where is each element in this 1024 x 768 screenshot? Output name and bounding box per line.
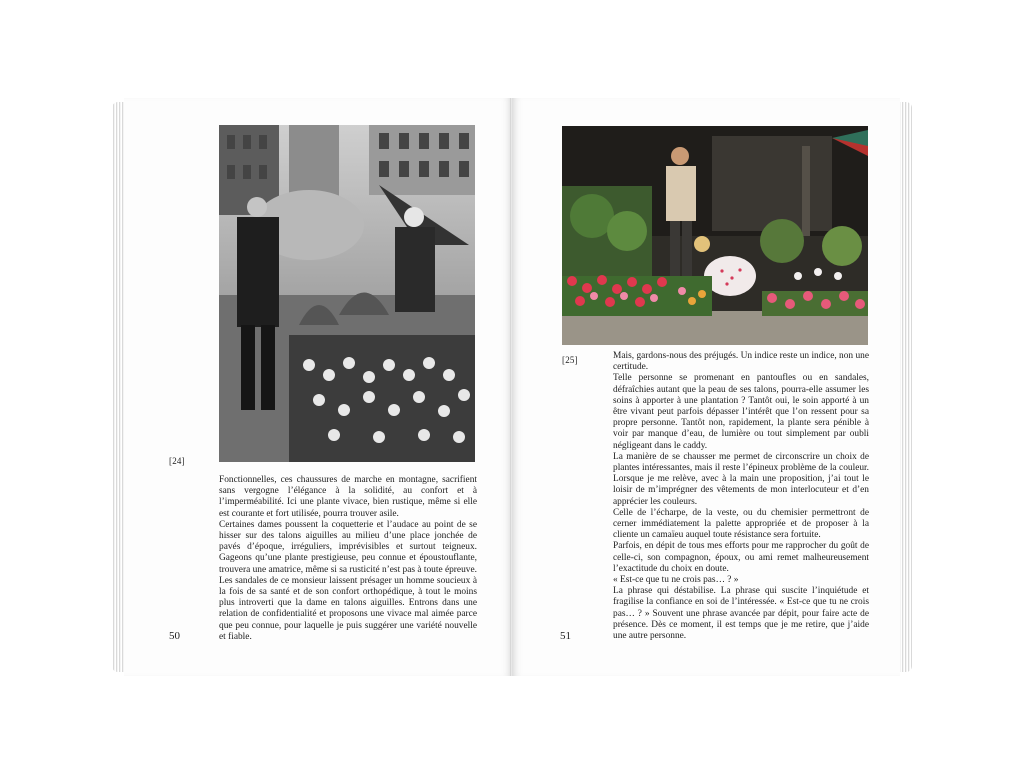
paragraph: Fonctionnelles, ces chaussures de marche en montagne, sacrifient sans vergogne l’élégance à la solidité, au confort et à l’imperméabilité. Ici une plante vivace, bien rustique, même si elle est courante et fort utilisée, pourra trouver asile. — [219, 475, 477, 519]
body-text — [219, 475, 477, 643]
photo-flower-market-bw — [219, 125, 475, 462]
paragraph: La manière de se chausser me permet de circonscrire un choix de plantes intéressantes, mais il reste l’épineux problème de la couleur. Lorsque je me relève, avec à la main une proposition, j’ai tout le loisir de m’imprégner des vêtements de mon interlocuteur et d’en apprécier les couleurs. — [613, 451, 869, 507]
paragraph: Parfois, en dépit de tous mes efforts pour me rapprocher du goût de celle-ci, son compagnon, époux, ou ami remet malheureusement l’exactitude du choix en doute. — [613, 541, 869, 574]
open-book — [112, 96, 912, 680]
figure-reference: [24] — [169, 456, 185, 466]
right-page — [512, 98, 900, 676]
paragraph: Mais, gardons-nous des préjugés. Un indice reste un indice, non une certitude. — [613, 351, 869, 373]
page-number: 51 — [560, 630, 571, 642]
right-page-edges — [898, 102, 912, 672]
photo-flower-market-color-image — [562, 126, 868, 345]
paragraph: Celle de l’écharpe, de la veste, ou du chemisier permettront de cerner immédiatement la palette appropriée et de proposer à la cliente un camaïeu auquel toute résistance sera fortuite. — [613, 507, 869, 541]
body-text — [613, 351, 869, 642]
left-page — [124, 98, 512, 676]
figure-reference: [25] — [562, 355, 578, 365]
photo-flower-market-color — [562, 126, 868, 345]
paragraph: Les sandales de ce monsieur laissent présager un homme soucieux à la fois de sa santé et de son confort orthopédique, à tout le moins plus introverti que la dame en talons aiguilles. Entrons dans une relation de confidentialité et proposons une vivace mal aimée parce que peu connue, pour laquelle je puis suggérer une variété nouvelle et fiable. — [219, 575, 477, 642]
paragraph: Telle personne se promenant en pantoufles ou en sandales, défraîchies autant que la peau de ses talons, pourra-elle assumer les soins à apporter à une plantation ? Tantôt oui, le soin apporté à un être vivant peut parfois dépasser l’intérêt que l’on ressent pour sa propre personne. Tantôt non, rapidement, la plante sera pénible à voir par manque d’eau, de lumière ou tout simplement par oubli négligeant dans le caddy. — [613, 373, 869, 451]
paragraph: « Est-ce que tu ne crois pas… ? » — [613, 575, 739, 586]
page-number: 50 — [169, 630, 180, 642]
paragraph: Certaines dames poussent la coquetterie et l’audace au point de se hisser sur des talons aiguilles au milieu d’une place jonchée de pavés d’époque, irréguliers, imprévisibles et surtout teigneux. Gageons qu’une plante prestigieuse, peu connue et époustouflante, trouvera une amatrice, même si sa rusticité n’est pas à toute épreuve. — [219, 519, 477, 575]
photo-flower-market-bw-image — [219, 125, 475, 462]
paragraph: La phrase qui déstabilise. La phrase qui suscite l’inquiétude et fragilise la confiance en soi de l’intéressée. « Est-ce que tu ne crois pas… ? » Souvent une phrase avancée par dépit, pour faire acte de présence. Dès ce moment, il est temps que je me retire, que j’aide une autre personne. — [613, 586, 869, 642]
